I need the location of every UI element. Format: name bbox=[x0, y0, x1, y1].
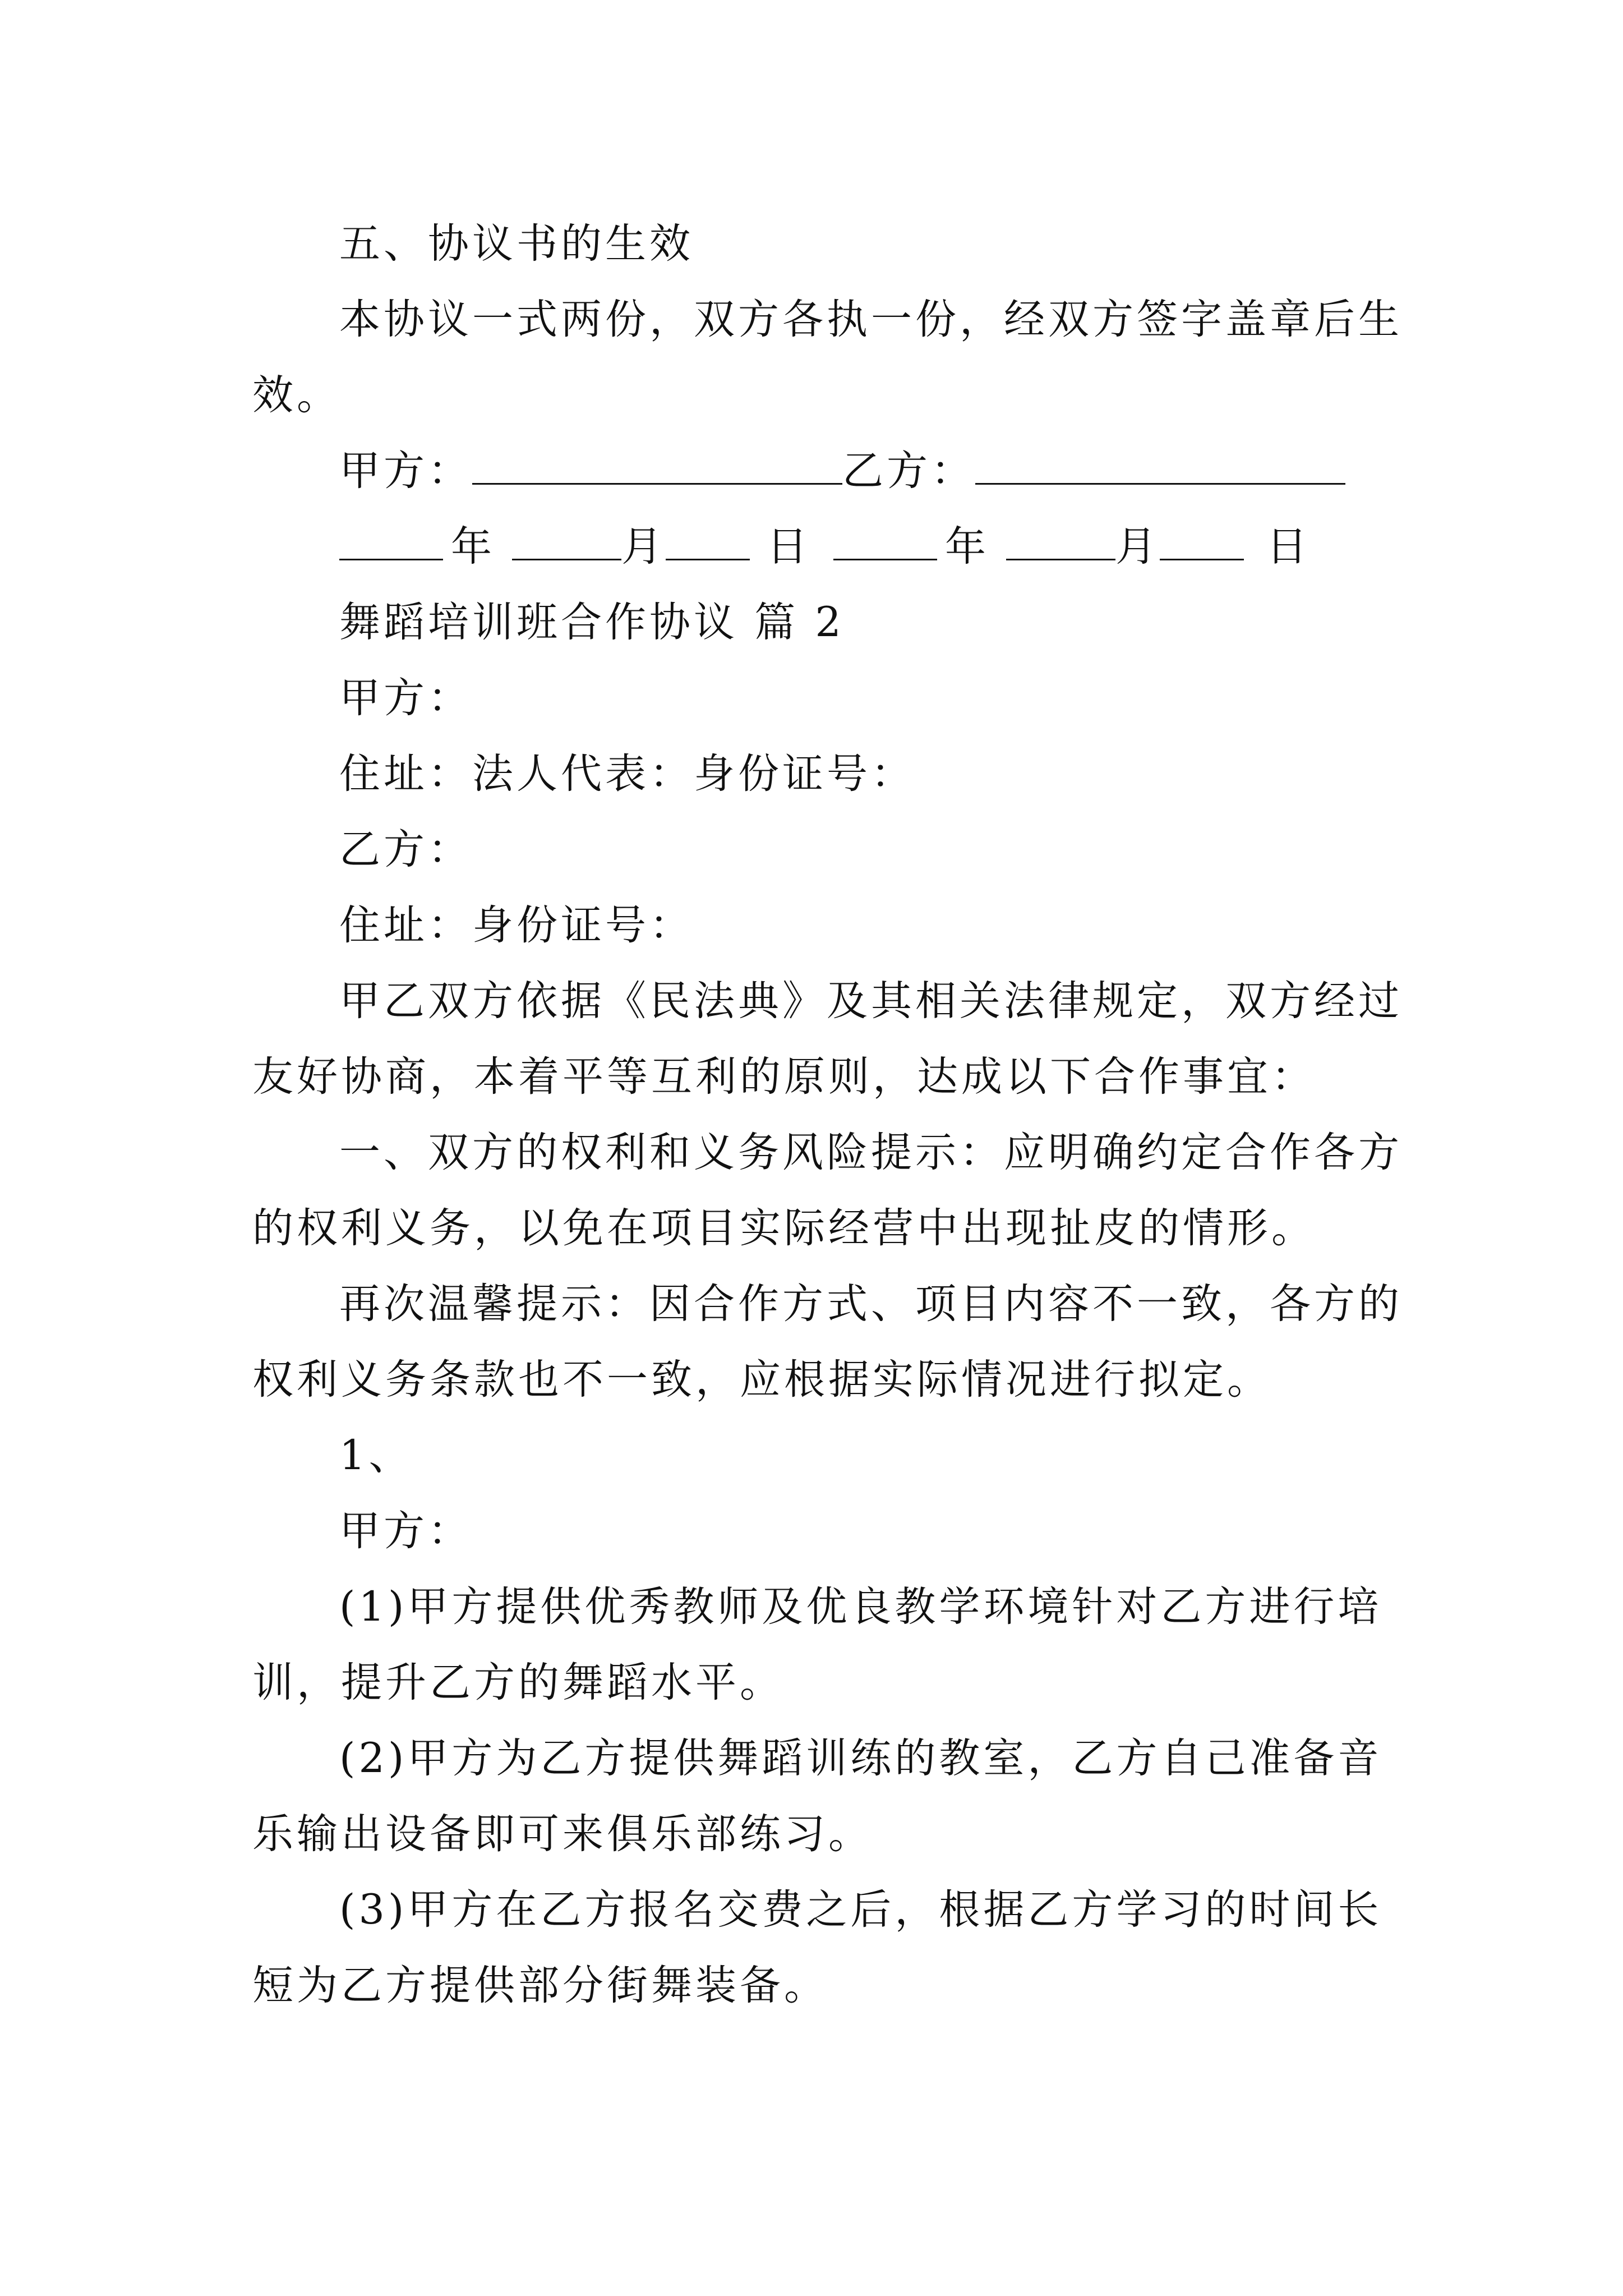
section-heading: 五、协议书的生效 bbox=[339, 220, 694, 268]
document-title: 舞蹈培训班合作协议 篇 2 bbox=[339, 599, 845, 646]
year-label: 年 bbox=[451, 523, 495, 570]
item-number: 1、 bbox=[339, 1432, 413, 1479]
paragraph-line: 的权利义务，以免在项目实际经营中出现扯皮的情形。 bbox=[252, 1204, 1316, 1252]
paragraph-line: 一、双方的权利和义务风险提示：应明确约定合作各方 bbox=[339, 1129, 1403, 1176]
clause-line: (1)甲方提供优秀教师及优良教学环境针对乙方进行培 bbox=[339, 1583, 1382, 1631]
clause-line: 训，提升乙方的舞蹈水平。 bbox=[252, 1659, 784, 1706]
day-blank bbox=[1160, 524, 1244, 560]
item-party-label: 甲方： bbox=[339, 1507, 472, 1555]
party-a-blank bbox=[472, 448, 842, 485]
month-label: 月 bbox=[1115, 523, 1160, 570]
day-label: 日 bbox=[767, 523, 811, 570]
party-b-label: 乙方： bbox=[842, 447, 975, 495]
paragraph-line: 友好协商，本着平等互利的原则，达成以下合作事宜： bbox=[252, 1053, 1316, 1101]
year-label: 年 bbox=[945, 523, 989, 570]
paragraph-line: 效。 bbox=[252, 371, 341, 419]
clause-line: (2)甲方为乙方提供舞蹈训练的教室，乙方自己准备音 bbox=[339, 1734, 1382, 1782]
signature-parties-row bbox=[339, 443, 1405, 499]
party-b-info: 住址：身份证号： bbox=[339, 901, 694, 949]
clause-line: (3)甲方在乙方报名交费之后，根据乙方学习的时间长 bbox=[339, 1886, 1382, 1934]
party-a-heading: 甲方： bbox=[339, 674, 472, 722]
day-blank bbox=[666, 524, 750, 560]
month-blank bbox=[512, 524, 621, 560]
month-label: 月 bbox=[621, 523, 666, 570]
year-blank bbox=[339, 524, 443, 560]
day-label: 日 bbox=[1266, 523, 1311, 570]
signature-dates-row bbox=[339, 519, 1405, 575]
clause-line: 乐输出设备即可来俱乐部练习。 bbox=[252, 1810, 873, 1858]
party-a-info: 住址：法人代表：身份证号： bbox=[339, 750, 915, 798]
paragraph-line: 本协议一式两份，双方各执一份，经双方签字盖章后生 bbox=[339, 296, 1403, 343]
clause-line: 短为乙方提供部分街舞装备。 bbox=[252, 1962, 828, 2009]
party-b-heading: 乙方： bbox=[339, 826, 472, 873]
party-b-blank bbox=[975, 448, 1345, 485]
party-a-label: 甲方： bbox=[339, 447, 472, 495]
month-blank bbox=[1006, 524, 1115, 560]
paragraph-line: 甲乙双方依据《民法典》及其相关法律规定，双方经过 bbox=[339, 977, 1403, 1025]
paragraph-line: 再次温馨提示：因合作方式、项目内容不一致，各方的 bbox=[339, 1280, 1403, 1328]
paragraph-line: 权利义务条款也不一致，应根据实际情况进行拟定。 bbox=[252, 1356, 1271, 1404]
year-blank bbox=[833, 524, 937, 560]
